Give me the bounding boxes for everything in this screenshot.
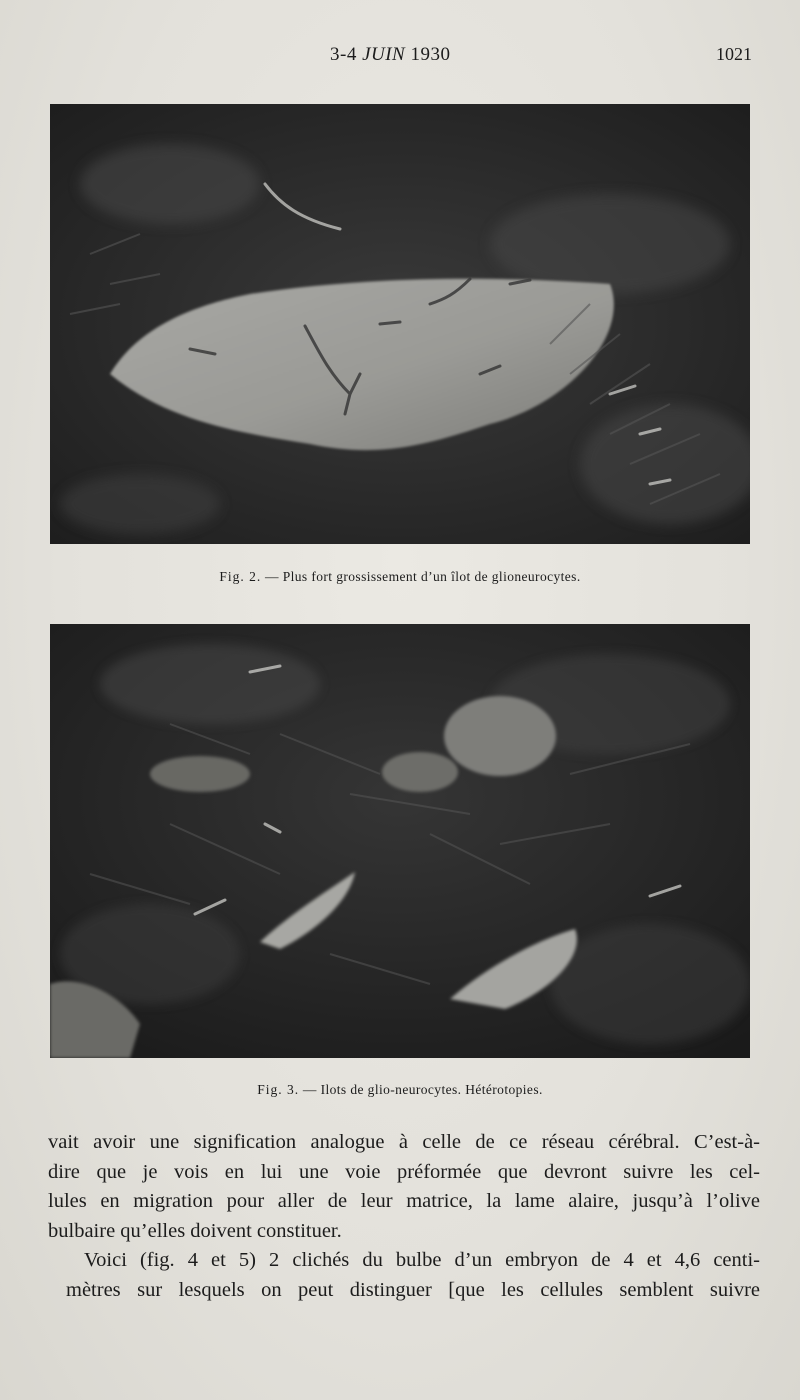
figure-3-caption — [0, 1082, 800, 1098]
figure-3-caption-text: — Ilots de glio-neurocytes. Hétérotopies. — [302, 1082, 543, 1097]
issue-month: JUIN — [362, 44, 406, 65]
paragraph-1 — [48, 1128, 760, 1246]
running-header — [0, 40, 800, 70]
text-line: vait avoir une signification analogue à celle de ce réseau cérébral. C’est-à- — [48, 1131, 760, 1153]
figure-2-caption — [0, 569, 800, 585]
figure-2-micrograph — [50, 104, 750, 544]
figure-2-label: Fig. 2. — [219, 569, 262, 584]
text-line: dire que je vois en lui une voie préformée que devront suivre les cel- — [48, 1160, 760, 1183]
figure-3-label: Fig. 3. — [257, 1082, 300, 1097]
figure-2-caption-text: — Plus fort grossissement d’un îlot de glioneurocytes. — [265, 569, 581, 584]
page-number: 1021 — [716, 44, 752, 64]
text-line: bulbaire qu’elles doivent constituer. — [48, 1219, 342, 1242]
figure-3-micrograph — [50, 624, 750, 1058]
text-line: Voici (fig. 4 et 5) 2 clichés du bulbe d’un embryon de 4 et 4,6 centi- — [84, 1249, 760, 1271]
text-line: mètres sur lesquels on peut distinguer [que les cellules semblent suivre — [66, 1278, 760, 1301]
text-line: lules en migration pour aller de leur matrice, la lame alaire, jusqu’à l’olive — [48, 1190, 760, 1212]
body-text — [48, 1128, 760, 1305]
islet-upper-right — [444, 696, 556, 776]
paragraph-2 — [48, 1246, 760, 1305]
issue-date: 3-4 JUIN 1930 — [330, 44, 451, 65]
